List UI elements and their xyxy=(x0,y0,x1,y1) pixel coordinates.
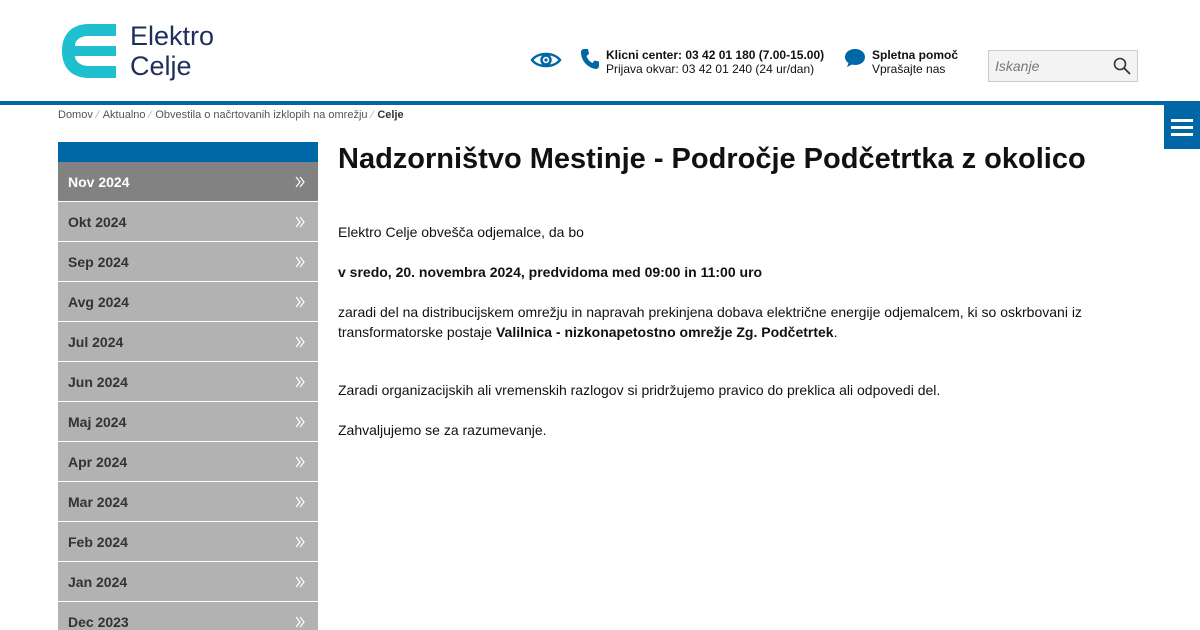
double-chevron-right-icon xyxy=(294,376,306,388)
double-chevron-right-icon xyxy=(294,576,306,588)
article-thanks: Zahvaljujemo se za razumevanje. xyxy=(338,422,547,438)
article-intro: Elektro Celje obvešča odjemalce, da bo xyxy=(338,224,584,240)
double-chevron-right-icon xyxy=(294,456,306,468)
chat-bubble-icon xyxy=(844,48,866,68)
double-chevron-right-icon xyxy=(294,416,306,428)
page-title: Nadzorništvo Mestinje - Področje Podčetrtka z okolico xyxy=(338,143,1086,175)
double-chevron-right-icon xyxy=(294,616,306,628)
sidebar-item-jan-2024[interactable] xyxy=(58,562,318,602)
breadcrumb-separator-icon: ⁄ xyxy=(96,109,99,121)
sidebar-item-label: Jul 2024 xyxy=(68,333,124,350)
search-icon[interactable] xyxy=(1113,57,1131,75)
sidebar-item-mar-2024[interactable] xyxy=(58,482,318,522)
article-body-text: zaradi del na distribucijskem omrežju in napravah prekinjena dobava električne energije odjemalcem, ki so oskrbovani iz transformatorske postaje xyxy=(338,304,1082,340)
sidebar-item-label: Feb 2024 xyxy=(68,533,128,550)
sidebar-item-okt-2024[interactable] xyxy=(58,202,318,242)
logo-text-line2: Celje xyxy=(130,51,192,81)
article-body xyxy=(338,302,1098,342)
sidebar-item-jun-2024[interactable] xyxy=(58,362,318,402)
sidebar-item-dec-2023[interactable] xyxy=(58,602,318,630)
double-chevron-right-icon xyxy=(294,256,306,268)
sidebar-item-label: Jun 2024 xyxy=(68,373,128,390)
sidebar-item-jul-2024[interactable] xyxy=(58,322,318,362)
sidebar-item-label: Maj 2024 xyxy=(68,413,127,430)
article xyxy=(338,138,1098,440)
contact-center[interactable] xyxy=(580,48,824,76)
search-input[interactable] xyxy=(989,51,1109,81)
eye-icon[interactable] xyxy=(530,50,562,70)
breadcrumb xyxy=(58,109,404,121)
contact-title: Klicni center: 03 42 01 180 (7.00-15.00) xyxy=(606,48,825,62)
double-chevron-right-icon xyxy=(294,336,306,348)
sidebar-item-label: Dec 2023 xyxy=(68,613,129,630)
sidebar-item-label: Okt 2024 xyxy=(68,213,127,230)
article-disclaimer: Zaradi organizacijskih ali vremenskih razlogov si pridržujemo pravico do preklica ali odpovedi del. xyxy=(338,382,941,398)
help-subtitle: Vprašajte nas xyxy=(872,62,946,76)
breadcrumb-home[interactable]: Domov xyxy=(58,109,93,121)
sidebar-item-label: Sep 2024 xyxy=(68,253,129,270)
double-chevron-right-icon xyxy=(294,176,306,188)
breadcrumb-separator-icon: ⁄ xyxy=(149,109,152,121)
header-divider xyxy=(0,101,1200,105)
sidebar-item-sep-2024[interactable] xyxy=(58,242,318,282)
article-body-end: . xyxy=(833,324,838,340)
online-help[interactable] xyxy=(844,48,958,76)
site-header xyxy=(0,0,1200,102)
sidebar-month-list xyxy=(58,142,318,630)
sidebar-item-maj-2024[interactable] xyxy=(58,402,318,442)
breadcrumb-news[interactable]: Aktualno xyxy=(102,109,146,121)
sidebar-item-feb-2024[interactable] xyxy=(58,522,318,562)
breadcrumb-current: Celje xyxy=(377,109,404,121)
sidebar-item-label: Jan 2024 xyxy=(68,573,128,590)
double-chevron-right-icon xyxy=(294,216,306,228)
sidebar-item-label: Mar 2024 xyxy=(68,493,128,510)
double-chevron-right-icon xyxy=(294,296,306,308)
sidebar-item-nov-2024[interactable] xyxy=(58,162,318,202)
sidebar-item-avg-2024[interactable] xyxy=(58,282,318,322)
sidebar-header-bar xyxy=(58,142,318,162)
logo-mark-icon xyxy=(58,20,120,82)
breadcrumb-separator-icon: ⁄ xyxy=(371,109,374,121)
sidebar-item-label: Avg 2024 xyxy=(68,293,129,310)
logo[interactable] xyxy=(58,18,238,84)
article-date-line: v sredo, 20. novembra 2024, predvidoma med 09:00 in 11:00 uro xyxy=(338,264,763,280)
sidebar-item-label: Nov 2024 xyxy=(68,173,130,190)
contact-subtitle: Prijava okvar: 03 42 01 240 (24 ur/dan) xyxy=(606,62,815,76)
sidebar-item-apr-2024[interactable] xyxy=(58,442,318,482)
search-box xyxy=(988,50,1138,82)
phone-icon xyxy=(580,48,600,70)
logo-text-line1: Elektro xyxy=(130,21,215,51)
double-chevron-right-icon xyxy=(294,536,306,548)
help-title: Spletna pomoč xyxy=(872,48,959,62)
sidebar-item-label: Apr 2024 xyxy=(68,453,128,470)
double-chevron-right-icon xyxy=(294,496,306,508)
article-body-location: Valilnica - nizkonapetostno omrežje Zg. Podčetrtek xyxy=(495,324,834,340)
breadcrumb-notices[interactable]: Obvestila o načrtovanih izklopih na omrežju xyxy=(155,109,368,121)
hamburger-icon[interactable] xyxy=(1164,105,1200,149)
